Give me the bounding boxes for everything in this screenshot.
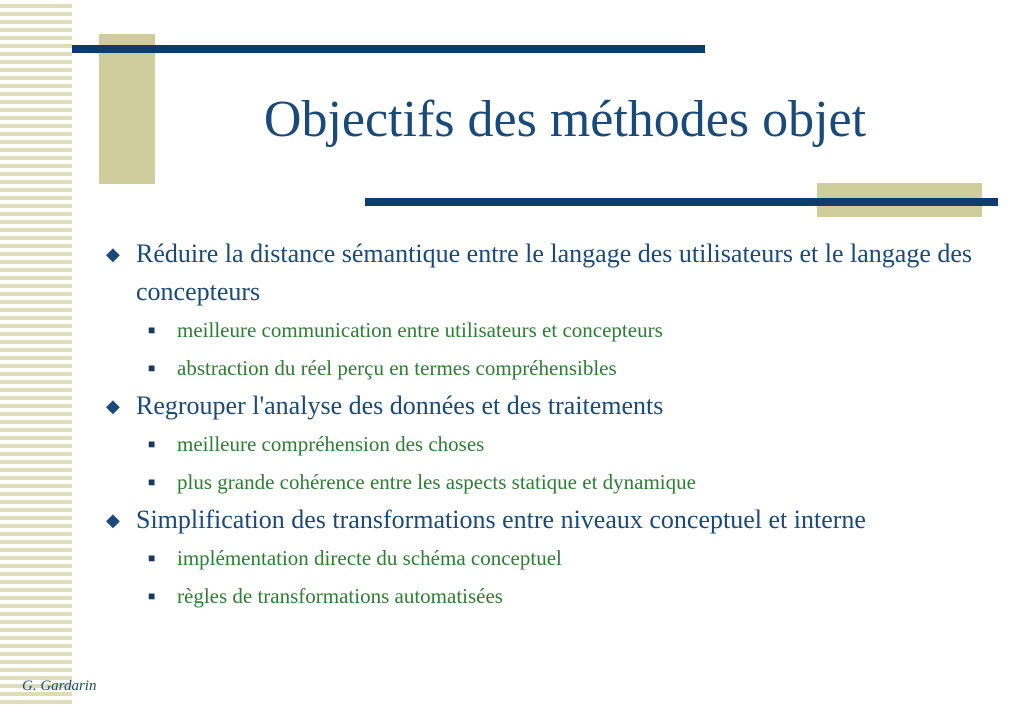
sub-list bbox=[100, 311, 980, 387]
decorative-khaki-bar-left bbox=[99, 34, 155, 184]
bullet-text: Regrouper l'analyse des données et des traitements bbox=[136, 391, 664, 420]
sub-item bbox=[100, 539, 980, 577]
square-icon: ■ bbox=[148, 437, 156, 451]
sub-item bbox=[100, 349, 980, 387]
sub-list bbox=[100, 425, 980, 501]
sub-item bbox=[100, 577, 980, 615]
square-icon: ■ bbox=[148, 551, 156, 565]
bullet-text: Simplification des transformations entre niveaux conceptuel et interne bbox=[136, 505, 866, 534]
sub-text: règles de transformations automatisées bbox=[177, 584, 503, 608]
diamond-icon: ◆ bbox=[106, 510, 120, 530]
slide-content bbox=[100, 235, 980, 615]
sub-item bbox=[100, 425, 980, 463]
bullet-item bbox=[100, 235, 980, 311]
sub-text: plus grande cohérence entre les aspects statique et dynamique bbox=[177, 470, 696, 494]
diamond-icon: ◆ bbox=[106, 244, 120, 264]
sub-list bbox=[100, 539, 980, 615]
sub-text: abstraction du réel perçu en termes compréhensibles bbox=[177, 356, 617, 380]
diamond-icon: ◆ bbox=[106, 396, 120, 416]
author-footer: G. Gardarin bbox=[22, 678, 97, 694]
square-icon: ■ bbox=[148, 323, 156, 337]
square-icon: ■ bbox=[148, 361, 156, 375]
slide-title: Objectifs des méthodes objet bbox=[263, 91, 867, 148]
sub-text: implémentation directe du schéma conceptuel bbox=[177, 546, 562, 570]
sub-text: meilleure communication entre utilisateurs et concepteurs bbox=[177, 318, 663, 342]
decorative-navy-line-top bbox=[72, 45, 705, 53]
square-icon: ■ bbox=[148, 475, 156, 489]
square-icon: ■ bbox=[148, 589, 156, 603]
sub-item bbox=[100, 311, 980, 349]
sub-text: meilleure compréhension des choses bbox=[177, 432, 485, 456]
bullet-item bbox=[100, 501, 980, 539]
bullet-text: Réduire la distance sémantique entre le langage des utilisateurs et le langage des concepteurs bbox=[136, 239, 973, 306]
decorative-navy-line-bottom bbox=[365, 198, 998, 206]
sub-item bbox=[100, 463, 980, 501]
bullet-item bbox=[100, 387, 980, 425]
decorative-stripes bbox=[0, 0, 72, 708]
